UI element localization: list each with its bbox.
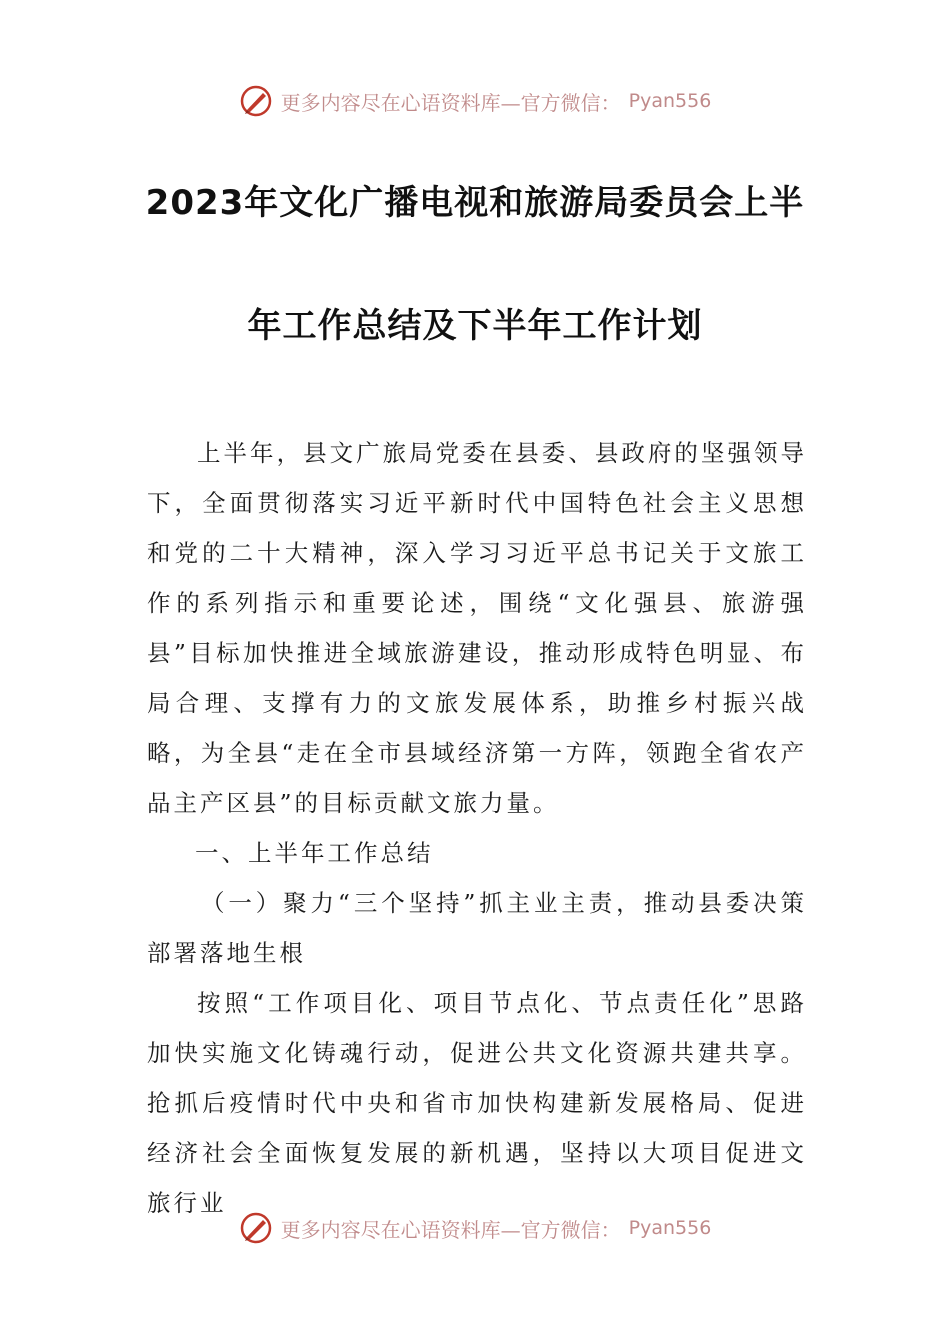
subsection-heading: （一）聚力“三个坚持”抓主业主责，推动县委决策部署落地生根 (147, 889, 807, 967)
section-heading: 一、上半年工作总结 (195, 839, 434, 867)
watermark-text: 更多内容尽在心语资料库—官方微信： (280, 1217, 621, 1242)
document-body (147, 428, 807, 1228)
watermark-text: 更多内容尽在心语资料库—官方微信： (280, 90, 621, 115)
pen-logo-icon (239, 1211, 273, 1245)
document-title-line-1: 2023年文化广播电视和旅游局委员会上半 (145, 183, 805, 223)
body-paragraph: 按照“工作项目化、项目节点化、节点责任化”思路加快实施文化铸魂行动，促进公共文化资源共建共享。抢抓后疫情时代中央和省市加快构建新发展格局、促进经济社会全面恢复发展的新机遇，坚持以大项目促进文旅行业 (147, 989, 807, 1217)
watermark-wechat-id: Pyan556 (628, 90, 712, 112)
watermark-wechat-id: Pyan556 (628, 1217, 712, 1239)
watermark-footer (0, 1211, 950, 1245)
watermark-header (0, 84, 950, 118)
document-title-line-2: 年工作总结及下半年工作计划 (247, 306, 703, 346)
body-paragraph-intro: 上半年，县文广旅局党委在县委、县政府的坚强领导下，全面贯彻落实习近平新时代中国特色社会主义思想和党的二十大精神，深入学习习近平总书记关于文旅工作的系列指示和重要论述，围绕“文化强县、旅游强县”目标加快推进全域旅游建设，推动形成特色明显、布局合理、支撑有力的文旅发展体系，助推乡村振兴战略，为全县“走在全市县域经济第一方阵，领跑全省农产品主产区县”的目标贡献文旅力量。 (147, 439, 807, 817)
pen-logo-icon (239, 84, 273, 118)
